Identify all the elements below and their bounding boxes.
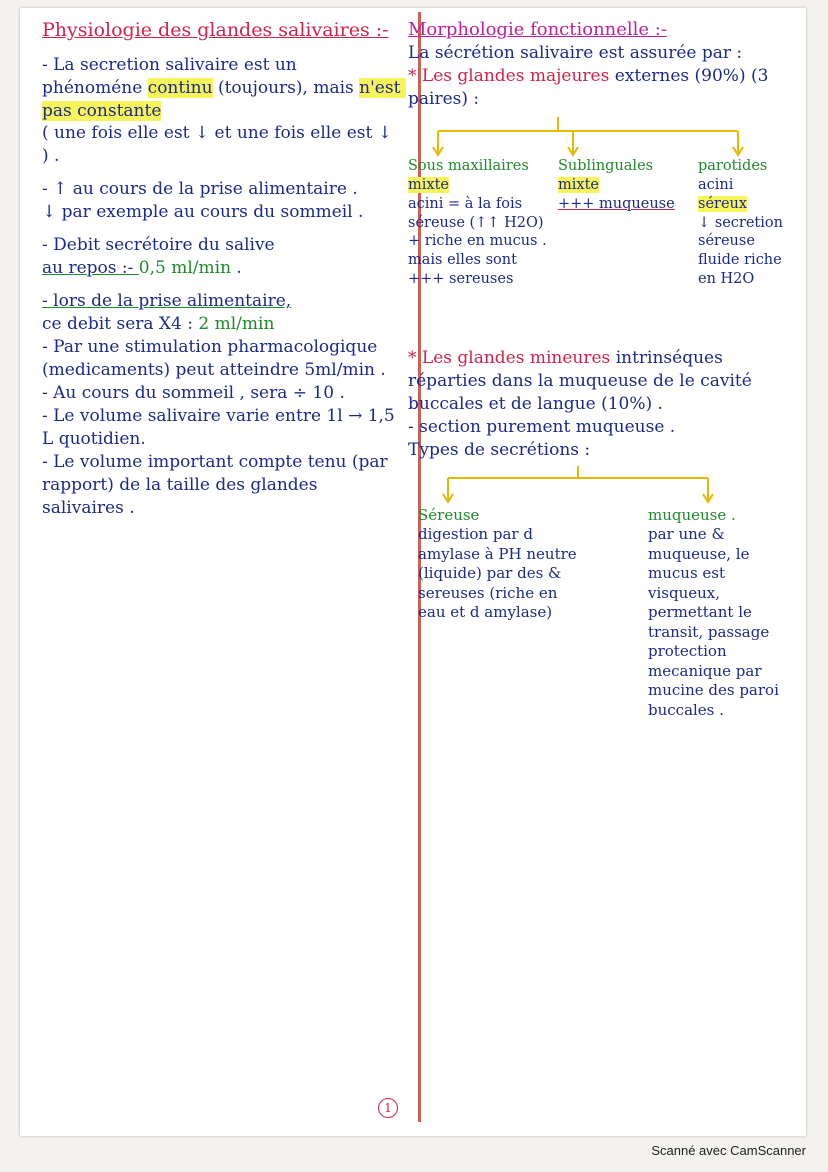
minor-glands-detail: intrinséques réparties dans la muqueuse de le cavité buccales et de langue (10%) . [408, 348, 758, 414]
paragraph-variation: ( une fois elle est ↓ et une fois elle est ↓ ) . [42, 123, 398, 167]
type-title: muqueuse . [648, 505, 736, 524]
major-glands-heading [408, 65, 798, 111]
gland-name: Sublinguales [558, 158, 654, 175]
gland-sublinguales [558, 157, 678, 214]
paragraph-repos [42, 257, 402, 280]
paragraph-taille: - Le volume important compte tenu (par rapport) de la taille des glandes salivaires . [42, 451, 394, 518]
gland-description: acini = à la fois séreuse (↑↑ H2O) + riche en mucus . mais elles sont +++ sereuses [408, 195, 547, 288]
major-glands-tree [408, 117, 798, 347]
secretion-types [408, 466, 798, 786]
paragraph-secretion [42, 54, 406, 123]
note-sheet [20, 8, 806, 1136]
gland-sous-maxillaires [408, 157, 548, 289]
gland-type: séreux [698, 195, 748, 212]
gland-description: +++ muqueuse [558, 195, 675, 212]
paragraph-volume: - Le volume salivaire varie entre 1l → 1,5 L quotidien. [42, 405, 401, 449]
minor-glands-paragraph [408, 347, 798, 416]
highlight-not-constant: n'est pas constante [42, 77, 406, 121]
paragraph-x4 [42, 313, 402, 336]
paragraph-debit: - Debit secrétoire du salive [42, 235, 275, 256]
types-title: Types de secrétions : [408, 439, 591, 460]
type-title: Séreuse [418, 505, 480, 524]
gland-type: mixte [558, 176, 599, 193]
scanner-footer: Scanné avec CamScanner [651, 1143, 806, 1158]
paragraph-stimulation: - Par une stimulation pharmacologique (medicaments) peut atteindre 5ml/min . [42, 336, 386, 380]
type-muqueuse [648, 506, 798, 721]
text: - La secretion salivaire est un phénoméne [42, 54, 303, 98]
gland-parotides [698, 157, 796, 289]
paragraph-increase: - ↑ au cours de la prise alimentaire . [42, 179, 358, 200]
gland-description: ↓ secretion séreuse fluide riche en H2O [698, 214, 783, 288]
text: (toujours), mais [212, 77, 360, 98]
paragraph-sommeil: - Au cours du sommeil , sera ÷ 10 . [42, 382, 345, 403]
type-description: par une & muqueuse, le mucus est visqueux, permettant le transit, passage protection mecanique par mucine des paroi buccales . [648, 525, 779, 719]
major-glands-label: * Les glandes majeures [408, 66, 610, 87]
type-description: digestion par d amylase à PH neutre (liquide) par des & sereuses (riche en eau et d amylase) [418, 525, 577, 622]
paragraph-decrease: ↓ par exemple au cours du sommeil . [42, 202, 364, 223]
gland-type: mixte [408, 176, 449, 193]
left-column [42, 18, 406, 519]
right-title: Morphologie fonctionnelle :- [408, 19, 667, 40]
highlight-continu: continu [147, 77, 213, 98]
type-sereuse [418, 506, 588, 623]
gland-name: Sous maxillaires [408, 158, 529, 175]
tree-arrows-icon [408, 117, 798, 157]
text: ce debit sera X4 : [42, 314, 199, 335]
paragraph-prise: - lors de la prise alimentaire, [42, 291, 292, 312]
value-x4: 2 ml/min [198, 314, 275, 335]
text-repos: au repos :- [42, 258, 139, 279]
left-title: Physiologie des glandes salivaires :- [42, 19, 389, 41]
gland-text: acini [698, 176, 734, 193]
right-column [408, 18, 798, 786]
types-arrows-icon [408, 466, 798, 506]
gland-name: parotides [698, 158, 768, 175]
page-number: 1 [378, 1098, 398, 1118]
major-glands-detail: externes (90%) (3 paires) : [408, 66, 774, 110]
minor-glands-label: * Les glandes mineures [408, 348, 611, 369]
minor-glands-section: - section purement muqueuse . [408, 416, 676, 437]
value-repos: 0,5 ml/min [138, 258, 232, 279]
text: . [231, 258, 242, 279]
intro-text: La sécrétion salivaire est assurée par : [408, 43, 743, 64]
